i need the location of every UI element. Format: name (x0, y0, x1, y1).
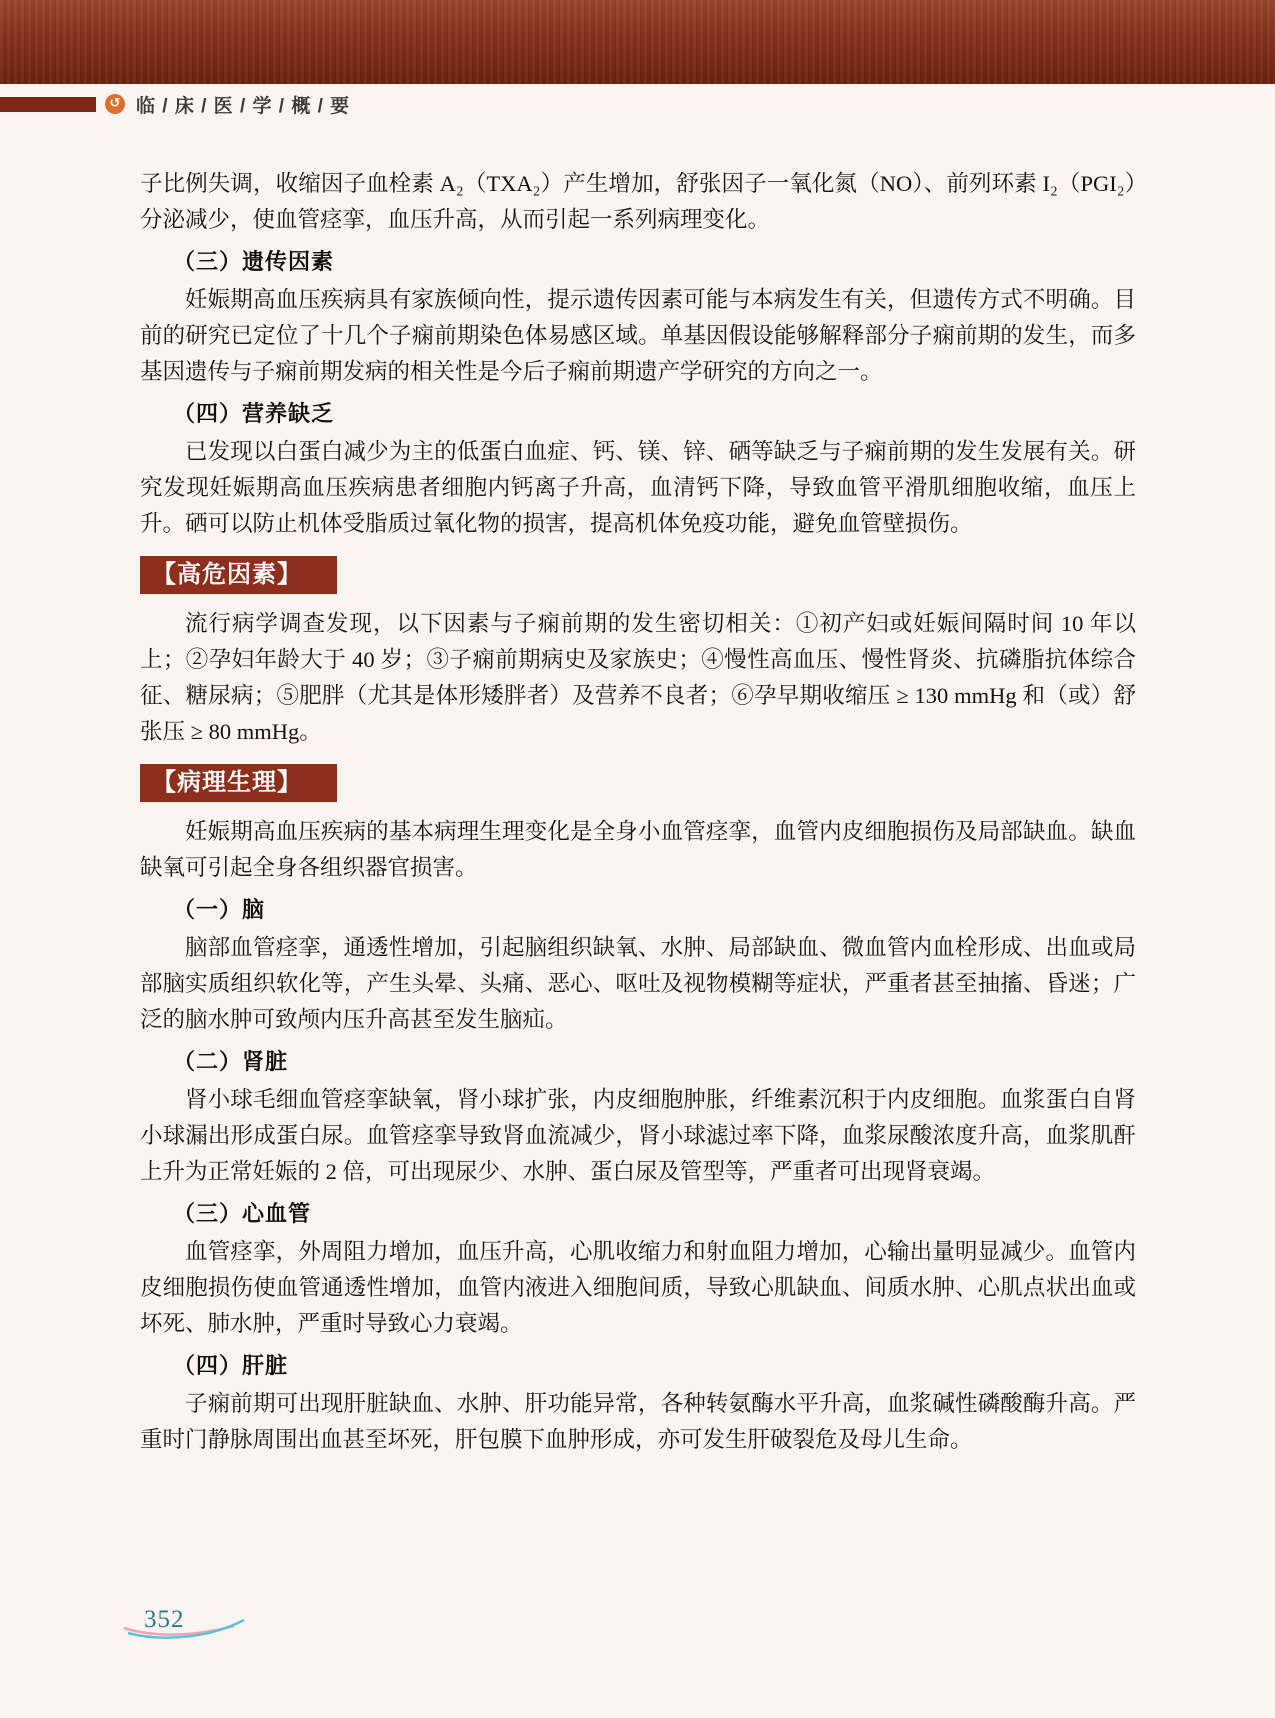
paragraph: 子比例失调，收缩因子血栓素 A₂（TXA₂）产生增加，舒张因子一氧化氮（NO）、前列环素 I₂（PGI₂）分泌减少，使血管痉挛，血压升高，从而引起一系列病理变化。 (140, 171, 1136, 232)
page-number: 352 (144, 1606, 185, 1633)
paragraph: 肾小球毛细血管痉挛缺氧，肾小球扩张，内皮细胞肿胀，纤维素沉积于内皮细胞。血浆蛋白自肾小球漏出形成蛋白尿。血管痉挛导致肾血流减少，肾小球滤过率下降，血浆尿酸浓度升高，血浆肌酐上升为正常妊娠的 2 倍，可出现尿少、水肿、蛋白尿及管型等，严重者可出现肾衰竭。 (140, 1087, 1136, 1184)
running-head (0, 92, 350, 116)
book-title: 临 / 床 / 医 / 学 / 概 / 要 (136, 95, 351, 117)
section-heading-badge: 【病理生理】 (140, 764, 337, 802)
subsection-heading: （一）脑 (173, 897, 266, 922)
paragraph: 子痫前期可出现肝脏缺血、水肿、肝功能异常，各种转氨酶水平升高，血浆碱性磷酸酶升高。严重时门静脉周围出血甚至坏死，肝包膜下血肿形成，亦可发生肝破裂危及母儿生命。 (140, 1391, 1136, 1452)
subsection-heading: （三）遗传因素 (173, 249, 335, 274)
paragraph: 已发现以白蛋白减少为主的低蛋白血症、钙、镁、锌、硒等缺乏与子痫前期的发生发展有关。研究发现妊娠期高血压疾病患者细胞内钙离子升高，血清钙下降，导致血管平滑肌细胞收缩，血压上升。硒可以防止机体受脂质过氧化物的损害，提高机体免疫功能，避免血管壁损伤。 (140, 439, 1136, 536)
subsection-heading: （三）心血管 (173, 1201, 312, 1226)
subsection-heading: （二）肾脏 (173, 1049, 289, 1074)
paragraph: 妊娠期高血压疾病的基本病理生理变化是全身小血管痉挛，血管内皮细胞损伤及局部缺血。缺血缺氧可引起全身各组织器官损害。 (140, 819, 1136, 880)
page-footer (122, 1604, 252, 1644)
header-rule-bar (0, 97, 96, 112)
section-heading-badge: 【高危因素】 (140, 556, 337, 594)
paragraph: 妊娠期高血压疾病具有家族倾向性，提示遗传因素可能与本病发生有关，但遗传方式不明确。目前的研究已定位了十几个子痫前期染色体易感区域。单基因假设能够解释部分子痫前期的发生，而多基因遗传与子痫前期发病的相关性是今后子痫前期遗产学研究的方向之一。 (140, 287, 1136, 384)
paragraph: 血管痉挛，外周阻力增加，血压升高，心肌收缩力和射血阻力增加，心输出量明显减少。血管内皮细胞损伤使血管通透性增加，血管内液进入细胞间质，导致心肌缺血、间质水肿、心肌点状出血或坏死、肺水肿，严重时导致心力衰竭。 (140, 1239, 1136, 1336)
circular-arrow-icon (105, 94, 125, 114)
footer-swoosh-decoration (122, 1608, 248, 1642)
top-decorative-band (0, 0, 1275, 84)
subsection-heading: （四）肝脏 (173, 1353, 289, 1378)
paragraph: 流行病学调查发现，以下因素与子痫前期的发生密切相关：①初产妇或妊娠间隔时间 10 年以上；②孕妇年龄大于 40 岁；③子痫前期病史及家族史；④慢性高血压、慢性肾炎、抗磷脂抗体综合征、糖尿病；⑤肥胖（尤其是体形矮胖者）及营养不良者；⑥孕早期收缩压 ≥ 130 mmHg 和（或）舒张压 ≥ 80 mmHg。 (140, 611, 1136, 744)
paragraph: 脑部血管痉挛，通透性增加，引起脑组织缺氧、水肿、局部缺血、微血管内血栓形成、出血或局部脑实质组织软化等，产生头晕、头痛、恶心、呕吐及视物模糊等症状，严重者甚至抽搐、昏迷；广泛的脑水肿可致颅内压升高甚至发生脑疝。 (140, 935, 1136, 1032)
main-content (140, 166, 1136, 1462)
subsection-heading: （四）营养缺乏 (173, 401, 335, 426)
